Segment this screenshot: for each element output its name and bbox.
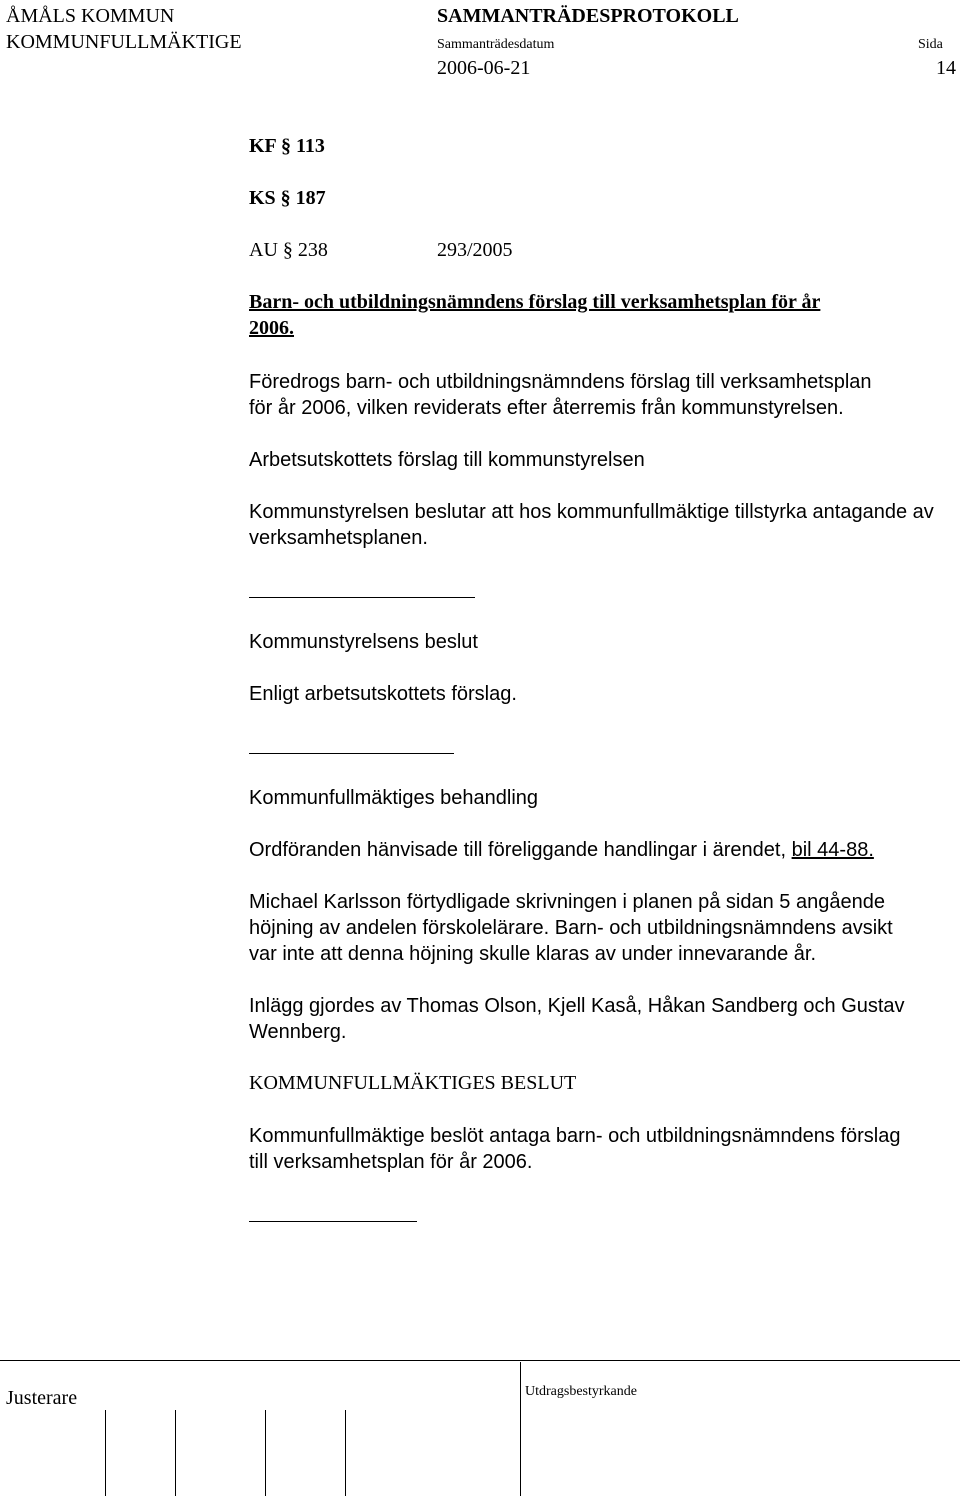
signature-box-divider-1 bbox=[105, 1410, 106, 1496]
signature-box-divider-4 bbox=[345, 1410, 346, 1496]
kf-handling-p3-line-1: Inlägg gjordes av Thomas Olson, Kjell Kaså, Håkan Sandberg och Gustav bbox=[249, 995, 905, 1017]
kf-paragraph-ref: KF § 113 bbox=[249, 135, 325, 157]
page-label: Sida bbox=[918, 37, 943, 52]
separator-line-1 bbox=[249, 597, 475, 598]
item-title-line-2: 2006. bbox=[249, 317, 294, 339]
intro-line-1: Föredrogs barn- och utbildningsnämndens förslag till verksamhetsplan bbox=[249, 371, 872, 393]
page-number: 14 bbox=[936, 57, 956, 79]
footer-signers-label: Justerare bbox=[6, 1387, 78, 1409]
kf-decision-line-2: till verksamhetsplan för år 2006. bbox=[249, 1151, 533, 1173]
kf-handling-p2-line-3: var inte att denna höjning skulle klaras av under innevarande år. bbox=[249, 943, 817, 965]
document-type: SAMMANTRÄDESPROTOKOLL bbox=[437, 5, 739, 27]
footer-rule bbox=[0, 1360, 960, 1361]
signature-box-divider-3 bbox=[265, 1410, 266, 1496]
kf-handling-p2-line-1: Michael Karlsson förtydligade skrivningen i planen på sidan 5 angående bbox=[249, 891, 885, 913]
attachment-reference: bil 44-88. bbox=[791, 839, 874, 861]
kf-handling-text: Ordföranden hänvisade till föreliggande handlingar i ärendet, bbox=[249, 839, 792, 861]
footer-certification-label: Utdragsbestyrkande bbox=[525, 1384, 637, 1399]
au-proposal-line-1: Kommunstyrelsen beslutar att hos kommunfullmäktige tillstyrka antagande av bbox=[249, 501, 934, 523]
intro-line-2: för år 2006, vilken reviderats efter återremis från kommunstyrelsen. bbox=[249, 397, 844, 419]
meeting-date: 2006-06-21 bbox=[437, 57, 531, 79]
municipality-name: ÅMÅLS KOMMUN bbox=[6, 5, 175, 27]
au-paragraph-ref: AU § 238 bbox=[249, 239, 328, 261]
kf-decision-line-1: Kommunfullmäktige beslöt antaga barn- och utbildningsnämndens förslag bbox=[249, 1125, 901, 1147]
item-title-line-1: Barn- och utbildningsnämndens förslag till verksamhetsplan för år bbox=[249, 291, 821, 313]
separator-line-2 bbox=[249, 753, 454, 754]
separator-line-3 bbox=[249, 1221, 417, 1222]
kf-handling-p3-line-2: Wennberg. bbox=[249, 1021, 347, 1043]
au-proposal-line-2: verksamhetsplanen. bbox=[249, 527, 428, 549]
governing-body: KOMMUNFULLMÄKTIGE bbox=[6, 31, 242, 53]
case-number: 293/2005 bbox=[437, 239, 513, 261]
signature-box-divider-5 bbox=[520, 1362, 521, 1496]
kf-decision-heading: KOMMUNFULLMÄKTIGES BESLUT bbox=[249, 1072, 577, 1094]
kf-handling-p2-line-2: höjning av andelen förskolelärare. Barn- och utbildningsnämndens avsikt bbox=[249, 917, 893, 939]
ks-decision-text: Enligt arbetsutskottets förslag. bbox=[249, 683, 517, 705]
ks-paragraph-ref: KS § 187 bbox=[249, 187, 326, 209]
kf-handling-heading: Kommunfullmäktiges behandling bbox=[249, 787, 539, 809]
ks-decision-heading: Kommunstyrelsens beslut bbox=[249, 631, 478, 653]
date-label: Sammanträdesdatum bbox=[437, 37, 555, 52]
au-proposal-heading: Arbetsutskottets förslag till kommunstyrelsen bbox=[249, 449, 645, 471]
kf-handling-paragraph-1 bbox=[249, 837, 874, 863]
signature-box-divider-2 bbox=[175, 1410, 176, 1496]
